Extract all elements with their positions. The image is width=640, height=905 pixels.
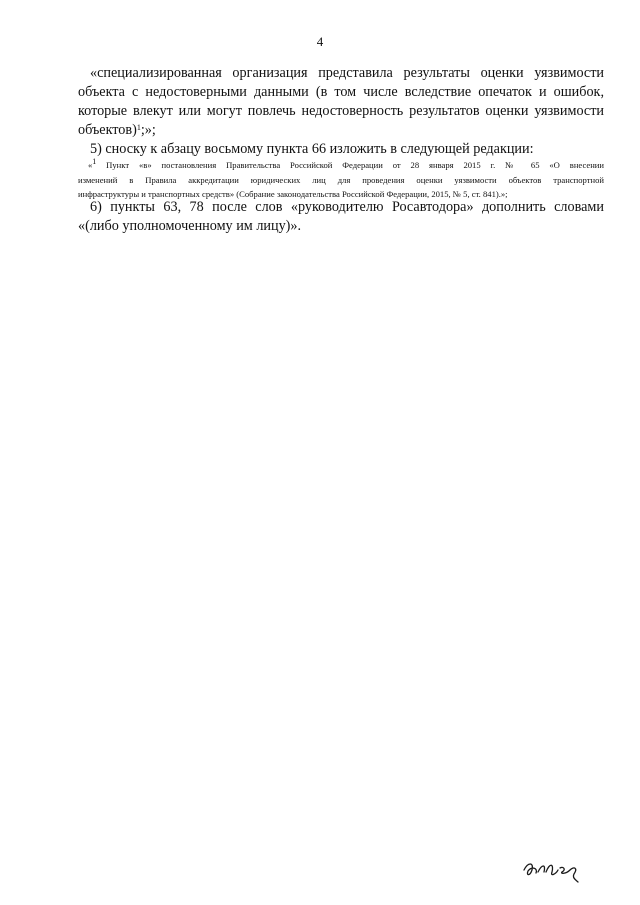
quoted-paragraph-text: объектов)	[78, 122, 137, 138]
footnote-reference: 1	[136, 123, 141, 132]
handwritten-initials-signature	[520, 852, 584, 884]
footnote-block	[78, 158, 604, 202]
quoted-paragraph-line: которые влекут или могут повлечь недостоверность результатов оценки уязвимости	[78, 103, 604, 119]
item-6-line: «(либо уполномоченному им лицу)».	[78, 218, 302, 234]
quoted-paragraph-tail: ;»;	[140, 122, 156, 138]
footnote-number: 1	[92, 157, 97, 166]
footnote-text: Пункт «в» постановления Правительства Российской Федерации от 28 января 2015 г. № 65 «О внесении	[96, 160, 604, 170]
footnote-line	[78, 158, 604, 173]
quoted-paragraph-line	[78, 121, 604, 140]
item-5-text: 5) сноску к абзацу восьмому пункта 66 изложить в следующей редакции:	[90, 141, 534, 157]
footnote-open-quote: «	[88, 160, 93, 170]
item-5-paragraph	[78, 140, 604, 159]
quoted-paragraph-line: объекта с недостоверными данными (в том числе вследствие опечаток и ошибок,	[78, 84, 604, 100]
page-number: 4	[316, 34, 324, 49]
quoted-paragraph	[78, 64, 604, 140]
item-6-paragraph	[78, 198, 604, 236]
quoted-paragraph-line: «специализированная организация представила результаты оценки уязвимости	[90, 65, 604, 81]
item-6-line: 6) пункты 63, 78 после слов «руководителю Росавтодора» дополнить словами	[90, 199, 604, 215]
footnote-line: изменений в Правила аккредитации юридических лиц для проведения оценки уязвимости объектов транспортной	[78, 174, 604, 185]
footnote-line: инфраструктуры и транспортных средств» (Собрание законодательства Российской Федерации, 2015, № 5, ст. 841).»;	[78, 189, 508, 200]
